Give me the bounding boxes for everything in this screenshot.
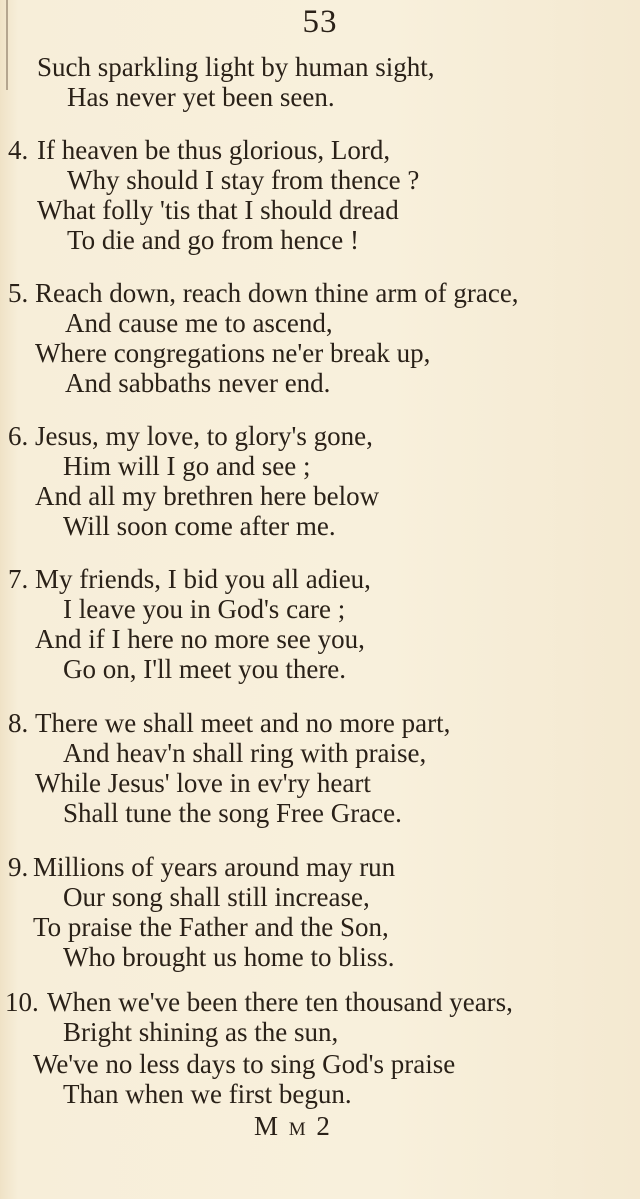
stanza-line: And if I here no more see you,	[35, 624, 365, 654]
stanza-line: If heaven be thus glorious, Lord,	[37, 135, 391, 165]
stanza-number: 7.	[8, 564, 29, 594]
stanza-line: Bright shining as the sun,	[63, 1017, 339, 1047]
stanza-line: And all my brethren here below	[35, 481, 380, 511]
stanza-line: Why should I stay from thence ?	[67, 165, 420, 195]
signature-letter: M	[254, 1111, 281, 1141]
stanza-number: 10.	[5, 987, 39, 1017]
stanza-line: I leave you in God's care ;	[63, 594, 346, 624]
stanza-line: Reach down, reach down thine arm of grace,	[35, 278, 519, 308]
stanza-line: Millions of years around may run	[33, 852, 396, 882]
stanza-number: 6.	[8, 421, 29, 451]
stanza-line: And cause me to ascend,	[65, 308, 333, 338]
stanza-line: Where congregations ne'er break up,	[35, 338, 431, 368]
stanza-number: 5.	[8, 278, 29, 308]
stanza-line: Go on, I'll meet you there.	[63, 654, 347, 684]
stanza-line: Will soon come after me.	[63, 511, 336, 541]
signature-small-letter: M	[288, 1119, 308, 1140]
stanza-line: And heav'n shall ring with praise,	[63, 738, 427, 768]
stanza-number: 9.	[8, 852, 29, 882]
stanza-line: While Jesus' love in ev'ry heart	[35, 768, 371, 798]
stanza-line: Than when we first begun.	[63, 1079, 352, 1109]
stanza-line: There we shall meet and no more part,	[35, 708, 451, 738]
stanza-number: 4.	[8, 135, 29, 165]
signature-mark	[254, 1111, 332, 1145]
stanza-line: To die and go from hence !	[67, 225, 360, 255]
stanza-line: My friends, I bid you all adieu,	[35, 564, 371, 594]
stanza-line: To praise the Father and the Son,	[33, 912, 389, 942]
stanza-line: When we've been there ten thousand years,	[47, 987, 513, 1017]
stanza-line: Jesus, my love, to glory's gone,	[35, 421, 373, 451]
stanza-line: We've no less days to sing God's praise	[33, 1049, 456, 1079]
stanza-line: Our song shall still increase,	[63, 882, 370, 912]
stanza-line: Him will I go and see ;	[63, 451, 311, 481]
continuation-line-2: Has never yet been seen.	[67, 82, 335, 112]
stanza-line: What folly 'tis that I should dread	[37, 195, 399, 225]
stanza-line: Who brought us home to bliss.	[63, 942, 395, 972]
continuation-line-1: Such sparkling light by human sight,	[37, 52, 435, 82]
page-number: 53	[302, 4, 338, 40]
signature-number: 2	[316, 1111, 332, 1141]
stanza-number: 8.	[8, 708, 29, 738]
stanza-line: And sabbaths never end.	[65, 368, 331, 398]
stanza-line: Shall tune the song Free Grace.	[63, 798, 402, 828]
